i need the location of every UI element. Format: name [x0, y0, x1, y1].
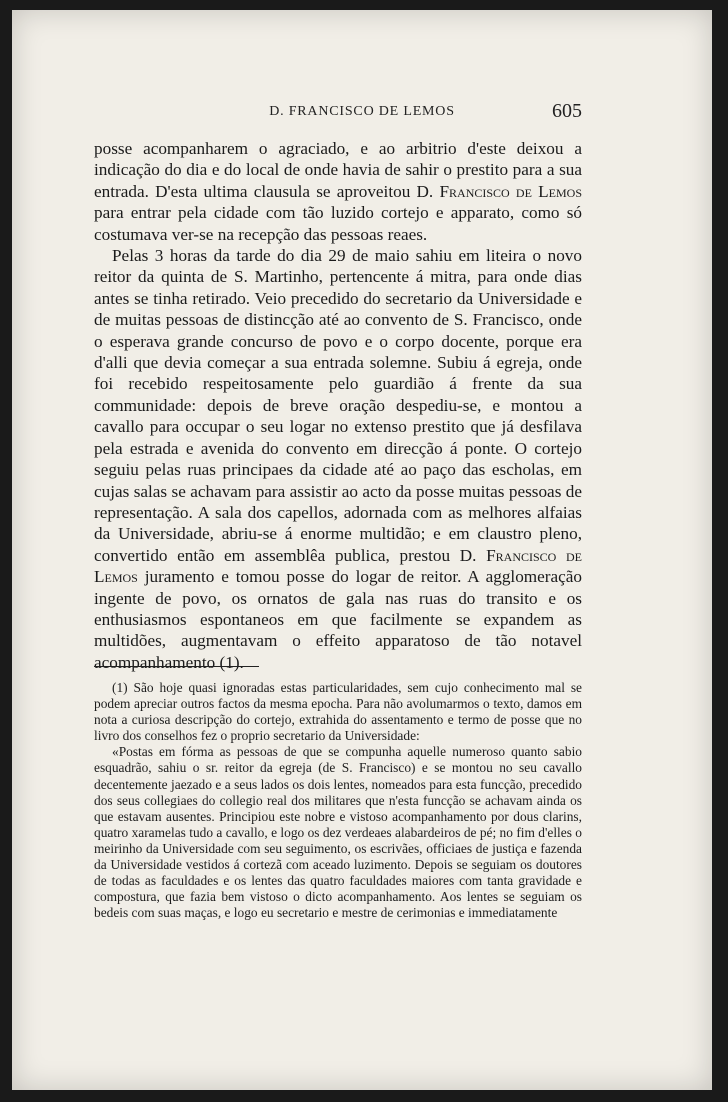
- paragraph-1-text-a: posse acompanharem o agraciado, e ao arbitrio d'este deixou a indicação do dia e do local de onde havia de sahir o prestito para a sua entrada. D'esta ultima clausula se aproveitou D.: [94, 139, 582, 201]
- paragraph-2: [94, 245, 582, 673]
- paragraph-2-text-b: juramento e tomou posse do logar de reitor. A agglomeração ingente de povo, os ornatos de gala nas ruas do transito e os enthusiasmos espontaneos em que facilmente se expandem as multidões, augmentavam o effeito apparatoso de tão notavel acompanhamento (1).: [94, 567, 582, 672]
- paragraph-1-text-b: para entrar pela cidade com tão luzido cortejo e apparato, como só costumava ver-se na recepção das pessoas reaes.: [94, 203, 582, 244]
- paragraph-1-name: Francisco de Lemos: [439, 181, 583, 201]
- running-head: D. FRANCISCO DE LEMOS: [269, 104, 455, 119]
- paragraph-2-name: Francisco de Lemos: [94, 545, 582, 587]
- book-page: [12, 10, 712, 1090]
- page-header: [12, 100, 712, 124]
- footnote-quote: «Postas em fórma as pessoas de que se compunha aquelle numeroso quanto sabio esquadrão, sahiu o sr. reitor da egreja (de S. Francisco) e se montou no seu cavallo decentemente jaezado e a seus lados os dois lentes, nomeados para esta funcção, precedido dos seus collegiaes do collegio real dos militares que n'esta funcção se achavam ainda os que estavam ausentes. Principiou este nobre e vistoso acompanhamento por dous clarins, quatro xaramelas tudo a cavallo, e logo os dez verdeaes alabardeiros de pé; no fim d'elles o meirinho da Universidade com seu seguimento, os escrivães, officiaes de justiça e fazenda da Universidade vestidos á cortezã com aceado luzimento. Depois se seguiam os doutores de todas as faculdades e os lentes das quatro faculdades maiores com tanta gravidade e compostura, que fazia bem vistoso o dicto acompanhamento. Aos lentes se seguiam os bedeis com suas maças, e logo eu secretario e mestre de cerimonias e immediatamente: [94, 744, 582, 921]
- main-text: [94, 138, 582, 673]
- footnote-1: (1) São hoje quasi ignoradas estas particularidades, sem cujo conhecimento mal se podem apreciar outros factos da mesma epocha. Para não avolumarmos o texto, damos em nota a curiosa descripção do cortejo, extrahida do assentamento e termo de posse que no livro dos conselhos fez o proprio secretario da Universidade:: [94, 680, 582, 744]
- footnotes: [94, 680, 582, 921]
- paragraph-2-text-a: Pelas 3 horas da tarde do dia 29 de maio sahiu em liteira o novo reitor da quinta de S. Martinho, pertencente á mitra, para onde dias antes se tinha retirado. Veio precedido do secretario da Universidade e de muitas pessoas de distincção até ao convento de S. Francisco, onde o esperava grande concurso de povo e o corpo docente, porque era d'alli que devia começar a sua entrada solemne. Subiu á egreja, onde foi recebido respeitosamente pelo guardião á frente da sua communidade: depois de breve oração despediu-se, e montou a cavallo para occupar o seu logar no extenso prestito que já desfilava pela estrada e avenida do convento em direcção á ponte. O cortejo seguiu pelas ruas principaes da cidade até ao paço das escholas, em cujas salas se achavam para assistir ao acto da posse muitas pessoas de representação. A sala dos capellos, adornada com as melhores alfaias da Universidade, abriu-se á enorme multidão; e em claustro pleno, convertido então em assemblêa publica, prestou D.: [94, 246, 582, 565]
- page-number: 605: [552, 100, 582, 122]
- paragraph-1: [94, 138, 582, 245]
- footnote-rule: [94, 666, 259, 667]
